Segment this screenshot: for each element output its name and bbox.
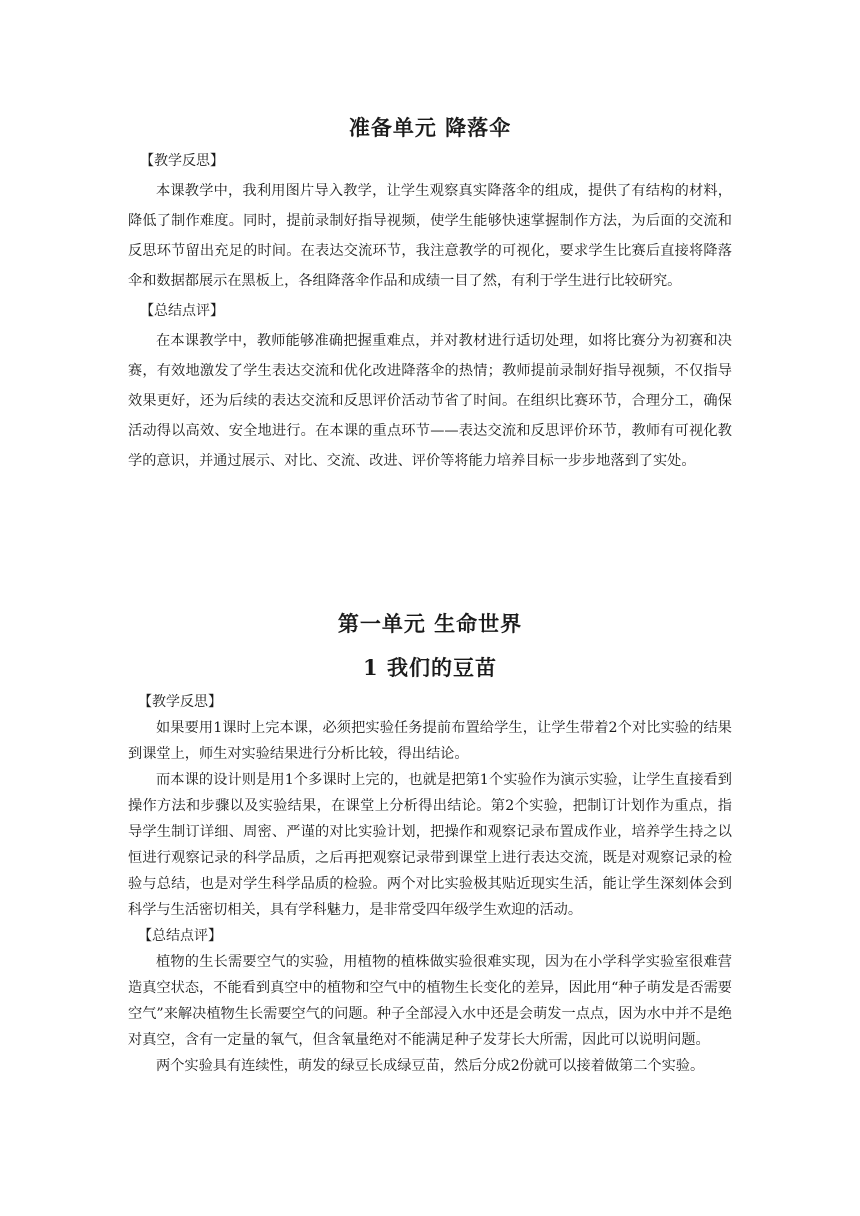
- lesson-title: 1 我们的豆苗: [363, 655, 497, 680]
- reflection-label: 【教学反思】: [140, 153, 224, 169]
- reflection-paragraph: 本课教学中，我利用图片导入教学，让学生观察真实降落伞的组成，提供了有结构的材料，降低了制作难度。同时，提前录制好指导视频，使学生能够快速掌握制作方法，为后面的交流和反思环节留出充足的时间。在表达交流环节，我注意教学的可视化，要求学生比赛后直接将降落伞和数据都展示在黑板上，各组降落伞作品和成绩一目了然，有利于学生进行比较研究。: [128, 183, 732, 289]
- review-paragraph: 在本课教学中，教师能够准确把握重难点，并对教材进行适切处理，如将比赛分为初赛和决赛，有效地激发了学生表达交流和优化改进降落伞的热情；教师提前录制好指导视频，不仅指导效果更好，还为后续的表达交流和反思评价活动节省了时间。在组织比赛环节，合理分工，确保活动得以高效、安全地进行。在本课的重点环节——表达交流和反思评价环节，教师有可视化教学的意识，并通过展示、对比、交流、改进、评价等将能力培养目标一步步地落到了实处。: [128, 333, 732, 469]
- reflection-paragraph: 而本课的设计则是用1个多课时上完的，也就是把第1个实验作为演示实验，让学生直接看到操作方法和步骤以及实验结果，在课堂上分析得出结论。第2个实验，把制订计划作为重点，指导学生制订详细、周密、严谨的对比实验计划，把操作和观察记录布置成作业，培养学生持之以恒进行观察记录的科学品质，之后再把观察记录带到课堂上进行表达交流，既是对观察记录的检验与总结，也是对学生科学品质的检验。两个对比实验极其贴近现实生活，能让学生深刻体会到科学与生活密切相关，具有学科魅力，是非常受四年级学生欢迎的活动。: [128, 772, 732, 918]
- review-label: 【总结点评】: [140, 303, 224, 319]
- review-paragraph: 两个实验具有连续性，萌发的绿豆长成绿豆苗，然后分成2份就可以接着做第二个实验。: [156, 1058, 705, 1074]
- reflection-paragraph: 如果要用1课时上完本课，必须把实验任务提前布置给学生，让学生带着2个对比实验的结果到课堂上，师生对实验结果进行分析比较，得出结论。: [128, 720, 732, 762]
- section-bean-sprouts: [128, 689, 732, 1079]
- review-paragraph: 植物的生长需要空气的实验，用植物的植株做实验很难实现，因为在小学科学实验室很难营造真空状态，不能看到真空中的植物和空气中的植物生长变化的差异，因此用“种子萌发是否需要空气”来解决植物生长需要空气的问题。种子全部浸入水中还是会萌发一点点，因为水中并不是绝对真空，含有一定量的氧气，但含氧量绝对不能满足种子发芽长大所需，因此可以说明问题。: [128, 954, 732, 1048]
- review-label: 【总结点评】: [138, 928, 222, 944]
- reflection-label: 【教学反思】: [138, 694, 222, 710]
- section-parachute: [128, 146, 732, 476]
- section-title-parachute: 准备单元 降落伞: [348, 115, 512, 140]
- unit-title: 第一单元 生命世界: [337, 611, 523, 636]
